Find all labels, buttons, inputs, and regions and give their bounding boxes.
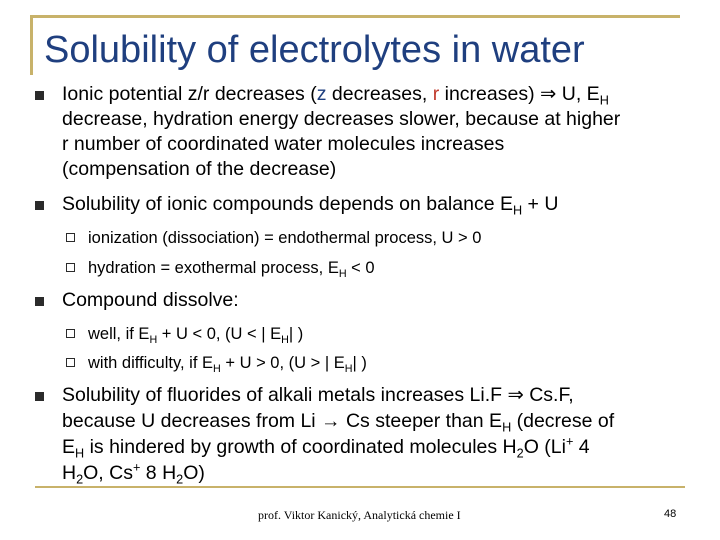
subscript: H [512,203,523,218]
right-arrow-icon: → [321,410,341,432]
frame-left-line [30,15,33,75]
subscript: H [149,333,158,346]
page-number: 48 [664,508,677,520]
text-run: 8 H [140,462,177,484]
bullet-4-line-3 [62,435,590,460]
slide-title: Solubility of electrolytes in water [44,29,585,71]
bullet-1-line-3: r number of coordinated water molecules increases [62,133,505,155]
subscript: H [281,333,289,346]
subscript: 2 [516,446,524,461]
text-run: + U [522,193,559,215]
subscript: H [75,446,85,461]
text-run: O) [183,462,205,484]
text-run: + U < 0, (U < | E [157,325,282,343]
bullet-1-line-4: (compensation of the decrease) [62,158,337,180]
bullet-1-line-1 [62,82,609,107]
bullet-4-line-2 [62,409,614,434]
slide-footer: prof. Viktor Kanický, Analytická chemie I [258,508,461,522]
text-run: 4 [573,436,590,458]
text-run: U, E [556,83,600,105]
text-run: increases) [439,83,540,105]
sub-bullet-square-icon [66,233,75,242]
text-run: Solubility of fluorides of alkali metals increases Li.F [62,384,508,406]
bullet-4-line-4 [62,461,205,486]
subscript: H [213,362,221,375]
bullet-3: Compound dissolve: [62,289,239,311]
subscript: 2 [76,472,84,487]
sub-bullet-square-icon [66,329,75,338]
bullet-4-line-1 [62,383,574,408]
subscript: 2 [176,472,184,487]
bullet-square-icon [35,201,44,210]
sub-bullet-square-icon [66,358,75,367]
bullet-2 [62,192,558,217]
sub-bullet-square-icon [66,263,75,272]
sub-bullet-difficulty [88,352,367,374]
text-run: Cs steeper than E [340,410,503,432]
frame-top-line [30,15,680,18]
bullet-square-icon [35,392,44,401]
text-run: | ) [352,354,367,372]
superscript: + [132,460,141,475]
text-run: | ) [288,325,304,343]
bullet-square-icon [35,91,44,100]
z-symbol: z [316,83,327,105]
sub-bullet-well [88,323,303,345]
text-run: Cs.F, [523,384,574,406]
text-run: E [62,436,76,458]
text-run: hydration = exothermal process, E [88,259,339,277]
text-run: O, Cs [83,462,133,484]
text-run: is hindered by growth of coordinated molecules H [84,436,517,458]
implies-arrow-icon: ⇒ [507,384,524,406]
text-run: + U > 0, (U > | E [220,354,345,372]
sub-bullet-hydration [88,257,375,279]
subscript: H [502,420,512,435]
text-run: H [62,462,77,484]
superscript: + [565,434,574,449]
subscript: H [599,93,609,108]
text-run: with difficulty, if E [88,354,214,372]
text-run: O (Li [523,436,566,458]
implies-arrow-icon: ⇒ [540,83,557,105]
text-run: decreases, [326,83,433,105]
subscript: H [338,267,347,280]
r-symbol: r [432,83,440,105]
bullet-1-line-2: decrease, hydration energy decreases slower, because at higher [62,108,621,130]
text-run: well, if E [88,325,150,343]
subscript: H [344,362,353,375]
frame-bottom-line [35,486,685,488]
text-run: < 0 [346,259,375,277]
sub-bullet-ionization: ionization (dissociation) = endothermal process, U > 0 [88,229,482,247]
text-run: (decrese of [511,410,615,432]
text-run: Ionic potential z/r decreases ( [62,83,317,105]
text-run: Solubility of ionic compounds depends on balance E [62,193,513,215]
bullet-square-icon [35,297,44,306]
text-run: because U decreases from Li [62,410,322,432]
